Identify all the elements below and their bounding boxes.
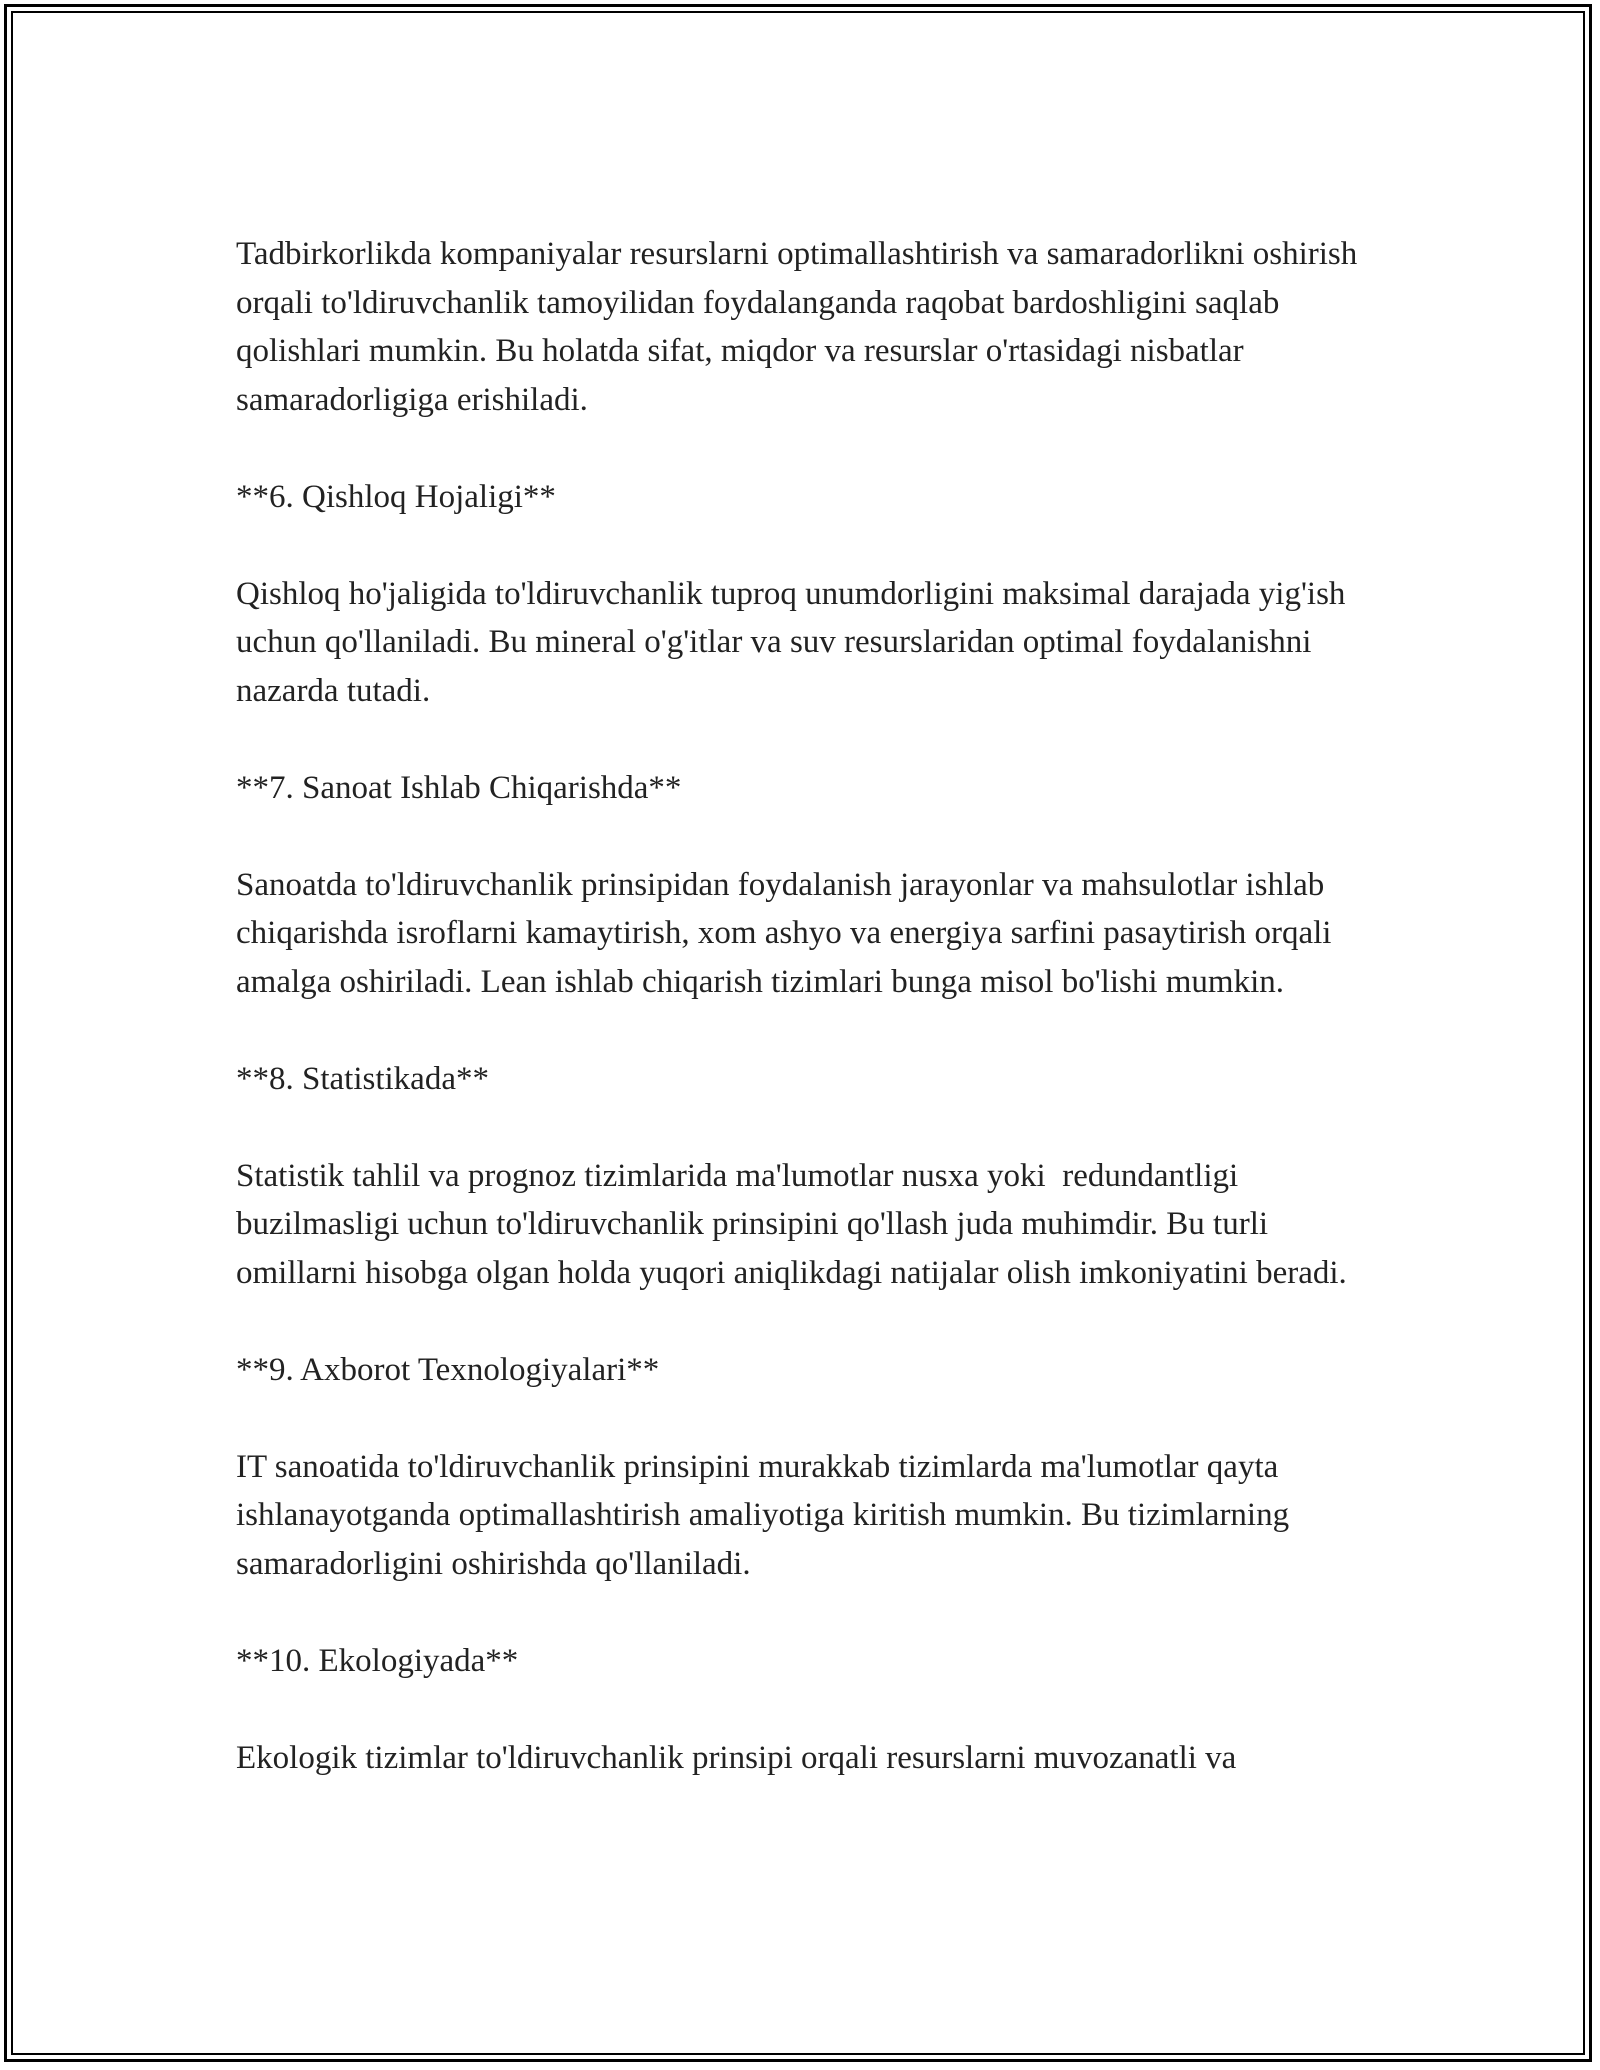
heading-industry: **7. Sanoat Ishlab Chiqarishda**	[236, 769, 682, 806]
heading-information-technology: **9. Axborot Texnologiyalari**	[236, 1351, 660, 1388]
paragraph-agriculture: Qishloq ho'jaligida to'ldiruvchanlik tuproq unumdorligini maksimal darajada yig'ish uchun qo'llaniladi. Bu mineral o'g'itlar va suv resurslaridan optimal foydalanishni nazarda tutadi.	[236, 575, 1346, 709]
paragraph-statistics: Statistik tahlil va prognoz tizimlarida ma'lumotlar nusxa yoki redundantligi buzilmasligi uchun to'ldiruvchanlik prinsipini qo'llash juda muhimdir. Bu turli omillarni hisobga olgan holda yuqori aniqlikdagi natijalar olish imkoniyatini beradi.	[236, 1157, 1347, 1291]
paragraph-ecology: Ekologik tizimlar to'ldiruvchanlik prinsipi orqali resurslarni muvozanatli va	[236, 1739, 1237, 1776]
heading-ecology: **10. Ekologiyada**	[236, 1642, 519, 1679]
document-page	[236, 230, 1376, 1831]
paragraph-business: Tadbirkorlikda kompaniyalar resurslarni optimallashtirish va samaradorlikni oshirish orqali to'ldiruvchanlik tamoyilidan foydalanganda raqobat bardoshligini saqlab qolishlari mumkin. Bu holatda sifat, miqdor va resurslar o'rtasidagi nisbatlar samaradorligiga erishiladi.	[236, 236, 1358, 418]
heading-agriculture: **6. Qishloq Hojaligi**	[236, 478, 556, 515]
paragraph-information-technology: IT sanoatida to'ldiruvchanlik prinsipini murakkab tizimlarda ma'lumotlar qayta ishlanayotganda optimallashtirish amaliyotiga kiritish mumkin. Bu tizimlarning samaradorligini oshirishda qo'llaniladi.	[236, 1448, 1290, 1582]
paragraph-industry: Sanoatda to'ldiruvchanlik prinsipidan foydalanish jarayonlar va mahsulotlar ishlab chiqarishda isroflarni kamaytirish, xom ashyo va energiya sarfini pasaytirish orqali amalga oshiriladi. Lean ishlab chiqarish tizimlari bunga misol bo'lishi mumkin.	[236, 866, 1332, 1000]
heading-statistics: **8. Statistikada**	[236, 1060, 489, 1097]
